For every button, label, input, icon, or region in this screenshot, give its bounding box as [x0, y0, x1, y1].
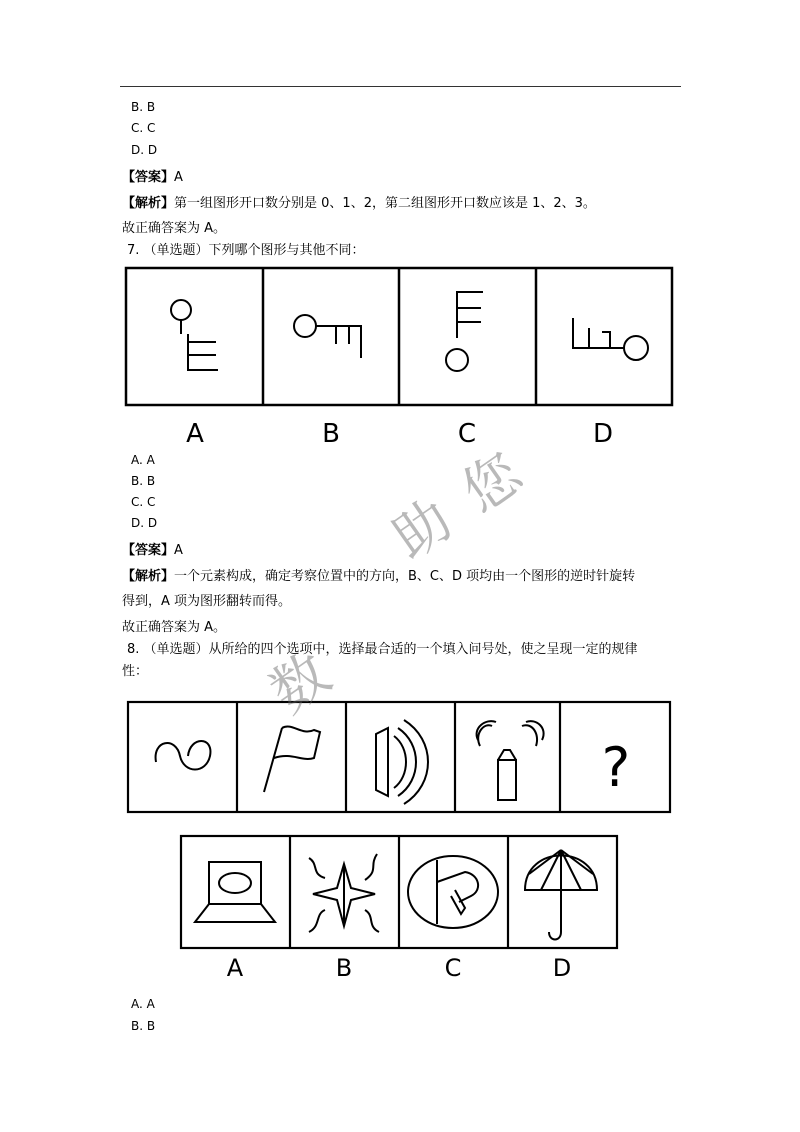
watermark-char-2: 您: [451, 441, 535, 527]
q8-figure-4: [477, 721, 544, 800]
q8-option-figure-d[interactable]: [525, 850, 597, 940]
q7-figure-c[interactable]: [446, 292, 483, 371]
q8-question-mark: ?: [601, 736, 631, 799]
option-b[interactable]: B. B: [131, 100, 156, 114]
q8-options-figure: [179, 834, 621, 984]
q8-question-figure: [126, 700, 672, 816]
answer-label: 【答案】: [122, 543, 175, 558]
q7-figure: [124, 266, 676, 450]
q8-option-b[interactable]: B. B: [131, 1019, 156, 1033]
q6-conclusion: 故正确答案为 A。: [122, 221, 227, 236]
q7-figure-d[interactable]: [573, 318, 648, 360]
answer-label: 【答案】: [122, 170, 175, 185]
q8-figure-2: [264, 726, 320, 792]
q7-option-d[interactable]: D. D: [131, 516, 158, 530]
q7-label-a: A: [186, 419, 204, 449]
watermark-char-1: 助: [381, 487, 465, 573]
q7-conclusion: 故正确答案为 A。: [122, 620, 227, 635]
q8-figure-1: [156, 741, 211, 770]
q7-analysis-line1: [122, 567, 635, 587]
q6-answer-line: [122, 168, 183, 188]
q7-option-a[interactable]: A. A: [131, 453, 155, 467]
q8-option-figure-a[interactable]: [195, 862, 275, 922]
q8-option-figure-c[interactable]: [408, 856, 498, 928]
option-c[interactable]: C. C: [131, 121, 156, 135]
q8-label-a: A: [226, 954, 244, 982]
q7-answer-line: [122, 541, 183, 561]
q8-option-figure-b[interactable]: [309, 854, 379, 932]
q8-label-d: D: [552, 954, 572, 982]
q7-figure-b[interactable]: [294, 315, 361, 358]
q8-stem-line1: 8. （单选题）从所给的四个选项中，选择最合适的一个填入问号处，使之呈现一定的规律: [127, 642, 638, 657]
q7-option-b[interactable]: B. B: [131, 474, 156, 488]
q7-label-d: D: [592, 419, 614, 449]
q8-option-a[interactable]: A. A: [131, 997, 155, 1011]
analysis-text: 一个元素构成，确定考察位置中的方向，B、C、D 项均由一个图形的逆时针旋转: [174, 569, 636, 584]
q6-analysis-line: [122, 194, 596, 214]
q7-label-b: B: [322, 419, 340, 449]
q8-figure-3: [376, 720, 428, 804]
analysis-label: 【解析】: [122, 569, 175, 584]
option-d[interactable]: D. D: [131, 143, 158, 157]
q8-label-b: B: [335, 954, 353, 982]
watermark-char-3: 数: [259, 641, 343, 727]
answer-value: A: [174, 170, 183, 185]
answer-value: A: [174, 543, 183, 558]
q7-analysis-line2: 得到，A 项为图形翻转而得。: [122, 594, 292, 609]
q8-label-c: C: [444, 954, 462, 982]
analysis-label: 【解析】: [122, 196, 175, 211]
header-rule: [120, 86, 681, 87]
q8-stem-line2: 性：: [122, 664, 149, 679]
q7-label-c: C: [457, 419, 477, 449]
q7-option-c[interactable]: C. C: [131, 495, 156, 509]
q7-stem: 7. （单选题）下列哪个图形与其他不同：: [127, 243, 365, 258]
q7-figure-a[interactable]: [171, 300, 218, 370]
analysis-text: 第一组图形开口数分别是 0、1、2，第二组图形开口数应该是 1、2、3。: [174, 196, 596, 211]
